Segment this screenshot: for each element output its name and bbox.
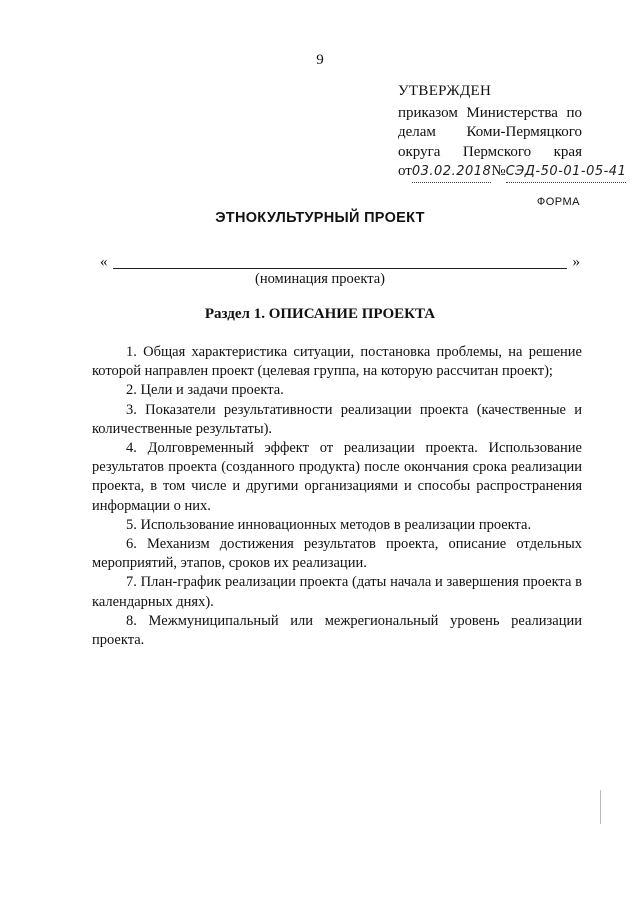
list-item: 2. Цели и задачи проекта. xyxy=(126,382,284,399)
document-title: ЭТНОКУЛЬТУРНЫЙ ПРОЕКТ xyxy=(215,210,425,226)
list-item: 4. Долговременный эффект от реализации проекта. Использование результатов проекта (созданного продукта) после окончания срока реализации проекта, в том числе и другими организациями и способы распространения информации о них. xyxy=(92,440,582,514)
approved-heading: УТВЕРЖДЕН xyxy=(398,83,492,99)
open-quote: « xyxy=(100,254,108,270)
page-number: 9 xyxy=(316,52,324,68)
number-prefix: № xyxy=(491,163,506,179)
list-item: 1. Общая характеристика ситуации, постановка проблемы, на решение которой направлен проект (целевая группа, на которую рассчитан проект); xyxy=(92,344,582,380)
approval-line-3: округа Пермского края xyxy=(398,143,582,160)
list-item: 5. Использование инновационных методов в реализации проекта. xyxy=(126,516,532,533)
close-quote: » xyxy=(572,254,580,270)
list-item: 3. Показатели результативности реализации проекта (качественные и количественные результаты). xyxy=(92,401,582,437)
section-content xyxy=(92,343,582,650)
approval-block xyxy=(398,82,627,183)
approval-line-1: приказом Министерства по xyxy=(398,104,582,121)
section-title: Раздел 1. ОПИСАНИЕ ПРОЕКТА xyxy=(204,306,436,322)
nomination-caption: (номинация проекта) xyxy=(254,271,385,287)
list-item: 8. Межмуниципальный или межрегиональный уровень реализации проекта. xyxy=(92,612,582,649)
approval-line-2: делам Коми-Пермяцкого xyxy=(398,124,582,140)
list-item: 6. Механизм достижения результатов проекта, описание отдельных мероприятий, этапов, сроков их реализации. xyxy=(92,536,582,572)
list-item: 7. План-график реализации проекта (даты начала и завершения проекта в календарных днях). xyxy=(92,574,582,610)
handwritten-date: 03.02.2018 xyxy=(412,162,491,183)
handwritten-order-number: СЭД-50-01-05-41 xyxy=(506,162,627,183)
form-label: ФОРМА xyxy=(536,196,580,208)
approval-date-line xyxy=(398,162,627,183)
nomination-underline xyxy=(113,268,567,269)
date-prefix: от xyxy=(398,163,412,179)
scan-margin-mark xyxy=(600,790,601,824)
